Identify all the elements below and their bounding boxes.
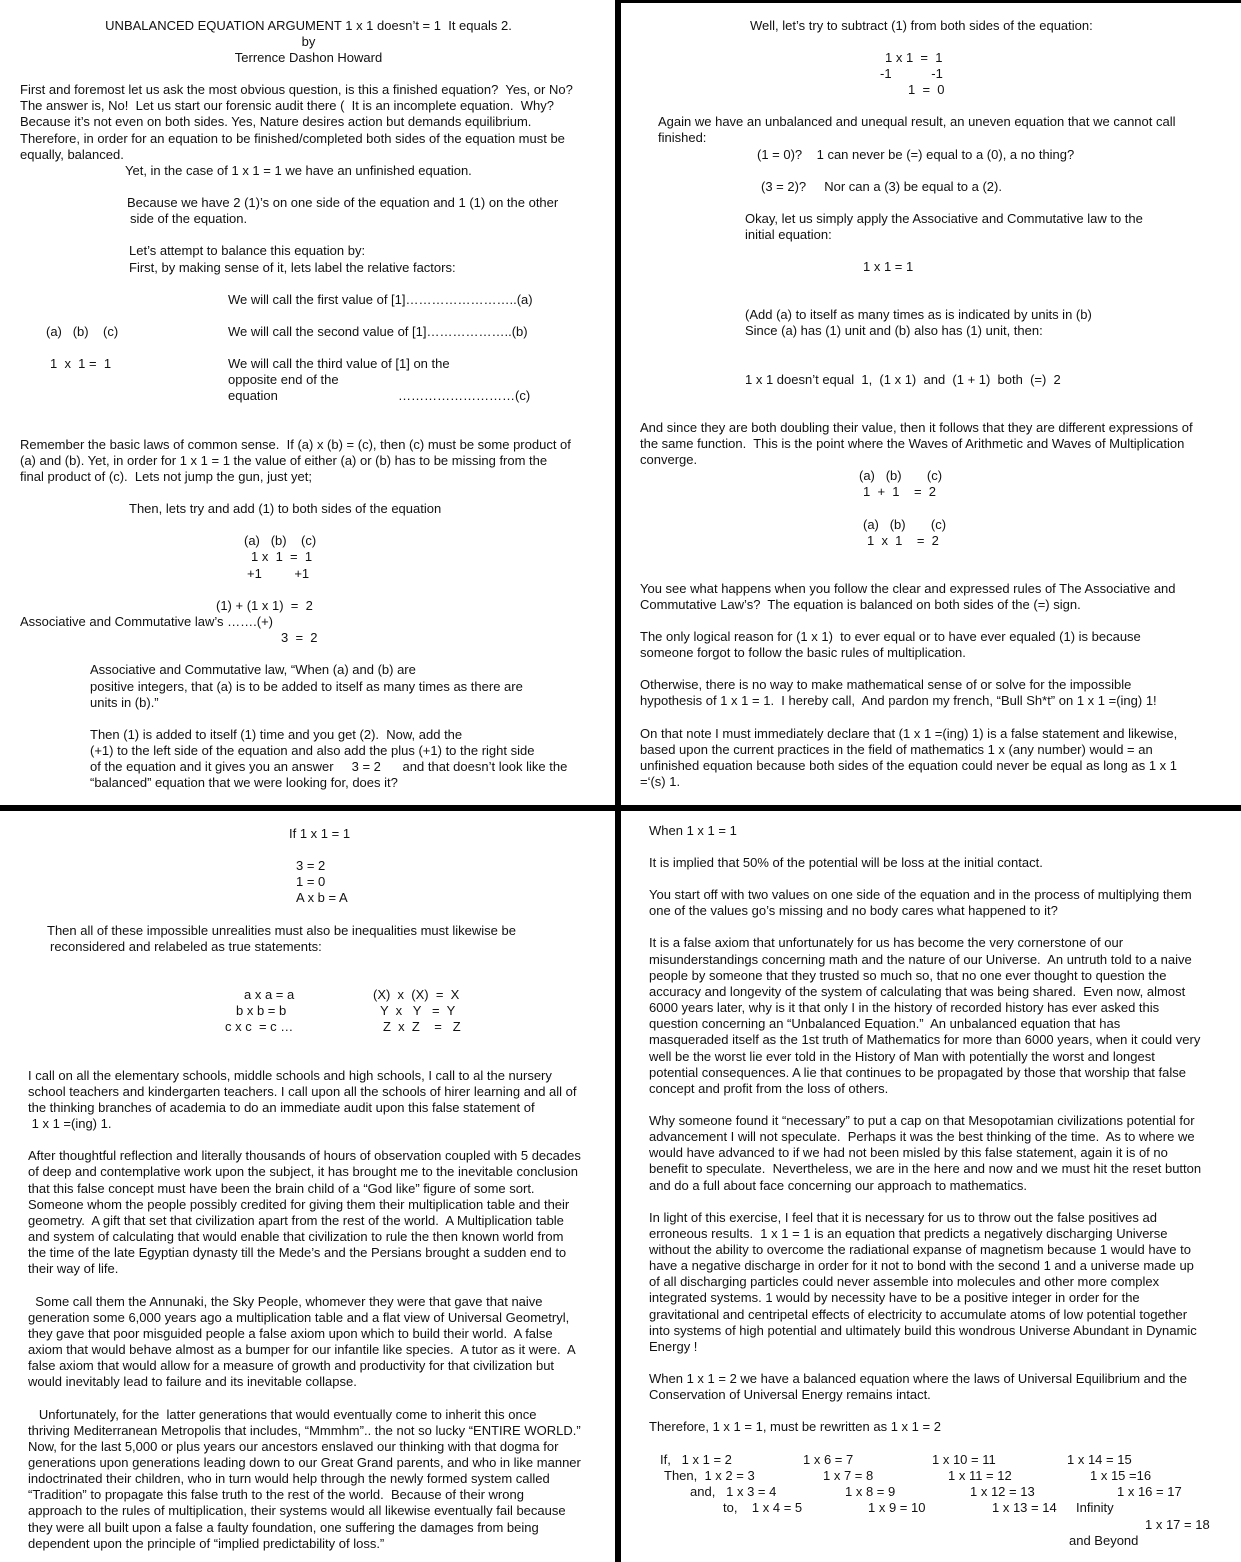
unfortunately-line: dependent upon the principle of “implied predictability of loss.” <box>28 1536 385 1551</box>
call-line: school teachers and kindergarten teachers. I call upon all the schools of hirer learning and all of <box>28 1084 577 1099</box>
false-axiom-line: potential consequences. A lie that continues to be propagated by those that worship that false <box>649 1065 1186 1080</box>
label-c: equation <box>228 388 278 403</box>
some-line: would inevitably lead to failure and its inevitable collapse. <box>28 1374 357 1389</box>
light-line: without the ability to overcome the radiational expanse of magnetism because 1 would have to <box>649 1242 1191 1257</box>
subtract-equation: 1 = 0 <box>908 82 945 97</box>
yet-line: Yet, in the case of 1 x 1 = 1 we have an unfinished equation. <box>125 163 472 178</box>
law-line: Associative and Commutative law, “When (a) and (b) are <box>90 662 416 677</box>
table-entry: Infinity <box>1076 1500 1114 1515</box>
then-all-line: reconsidered and relabeled as true statements: <box>50 939 322 954</box>
equation-line: (a) (b) (c) <box>244 533 317 548</box>
intro-line: Because it’s not even on both sides. Yes, Nature desires action but demands equilibrium. <box>20 114 532 129</box>
intro-line: The answer is, No! Let us start our forensic audit there ( It is an incomplete equation. Why? <box>20 98 554 113</box>
some-line: generation some 6,000 years ago a multiplication table and a flat view of Universal Geometryl, <box>28 1310 570 1325</box>
note-line: =‘(s) 1. <box>640 774 681 789</box>
light-line: have a negative discharge in order for it not to bond with the second 1 and a universe made up <box>649 1258 1194 1273</box>
initial-equation: 1 x 1 = 1 <box>863 259 914 274</box>
note-line: based upon the current practices in the field of mathematics 1 x (any number) would = an <box>640 742 1153 757</box>
false-axiom-line: It is a false axiom that unfortunately for us has become the very cornerstone of our <box>649 935 1124 950</box>
equation-line: (a) (b) (c) <box>859 468 943 483</box>
label-c: We will call the third value of [1] on the <box>228 356 450 371</box>
unfortunately-line: Unfortunately, for the latter generations that would eventually come to inherit this once <box>28 1407 537 1422</box>
false-axiom-line: question concerning an “Unbalanced Equation.” An unbalanced equation that has <box>649 1016 1121 1031</box>
table-entry: 1 x 15 =16 <box>1090 1468 1152 1483</box>
table-entry: 1 x 13 = 14 <box>992 1500 1057 1515</box>
label-c: ………………………(c) <box>398 388 531 403</box>
intro-line: Therefore, in order for an equation to be finished/completed both sides of the equation must be <box>20 131 565 146</box>
table-entry: 1 x 10 = 11 <box>932 1452 996 1467</box>
byline: by <box>301 34 316 49</box>
table-entry: 1 x 17 = 18 <box>1145 1517 1210 1532</box>
note-line: On that note I must immediately declare that (1 x 1 =(ing) 1) is a false statement and likewise, <box>640 726 1178 741</box>
label-b: We will call the second value of [1]………………..(b) <box>228 324 528 339</box>
label-c: opposite end of the <box>228 372 339 387</box>
top-right-border <box>621 0 1241 3</box>
after-line: their way of life. <box>28 1261 119 1276</box>
after-line: After thoughtful reflection and literally thousands of hours of observation coupled with 5 decades <box>28 1148 581 1163</box>
remember-line: Remember the basic laws of common sense. If (a) x (b) = (c), then (c) must be some product of <box>20 437 571 452</box>
start-line: You start off with two values on one side of the equation and in the process of multiplying them <box>649 887 1192 902</box>
okay-line: initial equation: <box>745 227 832 242</box>
since-line: converge. <box>640 452 698 467</box>
identity-equation: a x a = a <box>244 987 295 1002</box>
attempt-line: First, by making sense of it, lets label the relative factors: <box>129 260 456 275</box>
then-line: Then (1) is added to itself (1) time and you get (2). Now, add the <box>90 727 463 742</box>
light-line: gravitational and centripetal effects of electricity to accumulate atoms of low potential together <box>649 1307 1188 1322</box>
intro-line: First and foremost let us ask the most obvious question, is this a finished equation? Yes, or No? <box>20 82 573 97</box>
see-line: You see what happens when you follow the clear and expressed rules of The Associative and <box>640 581 1176 596</box>
assoc-label: Associative and Commutative law’s …….(+) <box>20 614 273 629</box>
if-equation: If 1 x 1 = 1 <box>289 826 351 841</box>
table-entry: to, 1 x 4 = 5 <box>723 1500 803 1515</box>
implied-line: It is implied that 50% of the potential will be loss at the initial contact. <box>649 855 1043 870</box>
light-line: erroneous results. 1 x 1 = 1 is an equation that predicts a negatively discharging Universe <box>649 1226 1168 1241</box>
document-title: UNBALANCED EQUATION ARGUMENT 1 x 1 doesn’t = 1 It equals 2. <box>105 18 512 33</box>
after-line: of deep and contemplative work upon the subject, it has brought me to the inevitable conclusion <box>28 1164 578 1179</box>
add-line: (Add (a) to itself as many times as is indicated by units in (b) <box>745 307 1092 322</box>
otherwise-line: Otherwise, there is no way to make mathematical sense of or solve for the impossible <box>640 677 1132 692</box>
equation-line: 3 = 2 <box>281 630 318 645</box>
why-line: would have advanced to if we had not been misled by this false statement, again it is of no <box>649 1145 1168 1160</box>
unfortunately-line: “Tradition” to propagate this false truth to the rest of the world. Because of their wrong <box>28 1487 524 1502</box>
remember-line: final product of (c). Lets not jump the gun, just yet; <box>20 469 312 484</box>
some-line: they gave that poor misguided people a false axiom upon which to build their world. A false <box>28 1326 553 1341</box>
when-line: When 1 x 1 = 1 <box>649 823 737 838</box>
equation-line: 1 x 1 = 2 <box>867 533 939 548</box>
since-line: the same function. This is the point where the Waves of Arithmetic and Waves of Multiplication <box>640 436 1185 451</box>
impossible-result: 3 = 2 <box>296 858 326 873</box>
why-line: advancement I will not speculate. Perhaps it was the best thinking of the time. As to where we <box>649 1129 1195 1144</box>
since-line: And since they are both doubling their value, then it follows that they are different expressions of <box>640 420 1193 435</box>
unfortunately-line: Now, for the last 5,000 or plus years our ancestors enslaved our thinking with that dogma for <box>28 1439 559 1454</box>
light-line: Energy ! <box>649 1339 698 1354</box>
false-axiom-line: people by someone that they trusted so much so, that no one ever thought to question the <box>649 968 1167 983</box>
subtract-equation: 1 x 1 = 1 <box>885 50 943 65</box>
therefore-line: Therefore, 1 x 1 = 1, must be rewritten as 1 x 1 = 2 <box>649 1419 941 1434</box>
then-add-line: Then, lets try and add (1) to both sides of the equation <box>129 501 442 516</box>
unfortunately-line: they were all built upon a false a faulty foundation, one suffering the damages from being <box>28 1520 539 1535</box>
light-line: In light of this exercise, I feel that it is necessary for us to throw out the false positives ad <box>649 1210 1157 1225</box>
impossible-result: 1 = 0 <box>296 874 326 889</box>
identity-equation: c x c = c … <box>225 1019 294 1034</box>
light-line: of all discharging particles could never assemble into molecules and other more complex <box>649 1274 1160 1289</box>
identity-equation: b x b = b <box>236 1003 287 1018</box>
false-axiom-line: concept and profit from the loss of others. <box>649 1081 889 1096</box>
only-line: The only logical reason for (1 x 1) to ever equal or to have ever equaled (1) is because <box>640 629 1141 644</box>
see-line: Commutative Law’s? The equation is balanced on both sides of the (=) sign. <box>640 597 1081 612</box>
when-balanced-line: When 1 x 1 = 2 we have a balanced equation where the laws of Universal Equilibrium and the <box>649 1371 1188 1386</box>
question-line: (3 = 2)? Nor can a (3) be equal to a (2). <box>761 179 1002 194</box>
why-line: and do a full about face concerning our approach to mathematics. <box>649 1178 1027 1193</box>
otherwise-line: hypothesis of 1 x 1 = 1. I hereby call, And pardon my french, “Bull Sh*t” on 1 x 1 =(ing) 1! <box>640 693 1157 708</box>
unfortunately-line: approach to the rules of multiplication, their systems would all likewise eventually fail because <box>28 1503 566 1518</box>
after-line: Someone whom the people possibly credited for giving them their multiplication table and their <box>28 1197 570 1212</box>
intro-line: equally, balanced. <box>20 147 124 162</box>
add-line: Since (a) has (1) unit and (b) also has (1) unit, then: <box>745 323 1043 338</box>
table-entry: 1 x 9 = 10 <box>868 1500 926 1515</box>
start-line: one of the values go’s missing and no body cares what happened to it? <box>649 903 1058 918</box>
after-line: the time of the late Egyptian dynasty till the Mede’s and the Persians brought a sudden end to <box>28 1245 567 1260</box>
because-line: Because we have 2 (1)’s on one side of the equation and 1 (1) on the other <box>127 195 559 210</box>
after-line: and system of calculating that would enable that civilization to rule the then known world from <box>28 1229 564 1244</box>
only-line: someone forgot to follow the basic rules of multiplication. <box>640 645 966 660</box>
attempt-line: Let’s attempt to balance this equation by: <box>129 243 366 258</box>
call-line: I call on all the elementary schools, middle schools and high schools, I call to al the nursery <box>28 1068 552 1083</box>
author: Terrence Dashon Howard <box>234 50 383 65</box>
subtract-intro: Well, let’s try to subtract (1) from both sides of the equation: <box>750 18 1093 33</box>
table-entry: 1 x 6 = 7 <box>803 1452 854 1467</box>
label-a: We will call the first value of [1]……………………..(a) <box>228 292 533 307</box>
unfortunately-line: generations upon generations leading down to our Great Grand parents, and who in like manner <box>28 1455 581 1470</box>
doesnt-equal-line: 1 x 1 doesn’t equal 1, (1 x 1) and (1 + 1) both (=) 2 <box>745 372 1061 387</box>
table-entry: 1 x 14 = 15 <box>1067 1452 1132 1467</box>
equation-small: 1 x 1 = 1 <box>50 356 112 371</box>
after-line: geometry. A gift that set that civilization apart from the rest of the world. A Multiplication table <box>28 1213 564 1228</box>
then-line: of the equation and it gives you an answer 3 = 2 and that doesn’t look like the <box>90 759 568 774</box>
then-all-line: Then all of these impossible unrealities must also be inequalities must likewise be <box>47 923 516 938</box>
vertical-divider <box>615 0 621 1562</box>
some-line: Some call them the Annunaki, the Sky People, whomever they were that gave that naive <box>28 1294 543 1309</box>
horizontal-divider <box>0 805 1241 811</box>
table-entry: 1 x 8 = 9 <box>845 1484 896 1499</box>
why-line: benefit to speculate. Nevertheless, we are in the here and now and we must hit the reset button <box>649 1161 1202 1176</box>
table-entry: If, 1 x 1 = 2 <box>660 1452 732 1467</box>
note-line: unfinished equation because both sides of the equation could never be equal as long as 1 x 1 <box>640 758 1178 773</box>
false-axiom-line: well be the worst lie ever told in the History of Man with potentially the worst and longest <box>649 1049 1155 1064</box>
false-axiom-line: misunderstandings concerning math and the nature of our Universe. An untruth told to a naive <box>649 952 1192 967</box>
after-line: that this false concept must have been the brain child of a “God like” figure of some sort. <box>28 1181 535 1196</box>
light-line: integrated systems. 1 would by necessity have to be a positive integer in order for the <box>649 1290 1140 1305</box>
again-line: finished: <box>658 130 707 145</box>
impossible-result: A x b = A <box>296 890 348 905</box>
table-entry: 1 x 7 = 8 <box>823 1468 874 1483</box>
subtract-equation: -1 -1 <box>880 66 943 81</box>
factor-letters: (a) (b) (c) <box>46 324 119 339</box>
table-entry: Then, 1 x 2 = 3 <box>664 1468 755 1483</box>
law-line: positive integers, that (a) is to be added to itself as many times as there are <box>90 679 523 694</box>
equation-line: (a) (b) (c) <box>863 517 947 532</box>
table-entry: 1 x 11 = 12 <box>948 1468 1012 1483</box>
false-axiom-line: 6000 years later, why is it that only I in the history of recorded history has ever asked this <box>649 1000 1160 1015</box>
call-line: the thinking branches of academia to do an immediate audit upon this false statement of <box>28 1100 535 1115</box>
because-line: side of the equation. <box>130 211 248 226</box>
when-balanced-line: Conservation of Universal Energy remains intact. <box>649 1387 931 1402</box>
identity-equation: Y x Y = Y <box>380 1003 456 1018</box>
again-line: Again we have an unbalanced and unequal result, an uneven equation that we cannot call <box>658 114 1176 129</box>
then-line: “balanced” equation that we were looking for, does it? <box>90 775 398 790</box>
unfortunately-line: thriving Mediterranean Metropolis that includes, “Mmmhm”.. the not so lucky “ENTIRE WORLD.” <box>28 1423 581 1438</box>
call-line: 1 x 1 =(ing) 1. <box>28 1116 112 1131</box>
identity-equation: Z x Z = Z <box>383 1019 461 1034</box>
equation-line: +1 +1 <box>247 566 310 581</box>
equation-line: (1) + (1 x 1) = 2 <box>216 598 313 613</box>
false-axiom-line: masqueraded itself as the 1st truth of Mathematics for more than 6000 years, when it could very <box>649 1032 1201 1047</box>
table-entry: and, 1 x 3 = 4 <box>690 1484 777 1499</box>
some-line: false axiom that would allow for a measure of growth and productivity for that civilization but <box>28 1358 555 1373</box>
question-line: (1 = 0)? 1 can never be (=) equal to a (0), a no thing? <box>757 147 1075 162</box>
false-axiom-line: accuracy and longevity of the system of calculating that was being shared. Even now, almost <box>649 984 1186 999</box>
light-line: into systems of high potential and ultimately build this wondrous Universe Abundant in Dynamic <box>649 1323 1197 1338</box>
then-line: (+1) to the left side of the equation and also add the plus (+1) to the right side <box>90 743 535 758</box>
table-entry: 1 x 12 = 13 <box>970 1484 1035 1499</box>
why-line: Why someone found it “necessary” to put a cap on that Mesopotamian civilizations potential for <box>649 1113 1195 1128</box>
unfortunately-line: indoctrinated their children, who in turn would help through the newly formed system called <box>28 1471 550 1486</box>
law-line: units in (b).” <box>90 695 159 710</box>
some-line: axiom that would behave almost as a bumper for our infantile like species. A tutor as it were. A <box>28 1342 576 1357</box>
identity-equation: (X) x (X) = X <box>373 987 460 1002</box>
okay-line: Okay, let us simply apply the Associative and Commutative law to the <box>745 211 1143 226</box>
equation-line: 1 x 1 = 1 <box>251 549 313 564</box>
remember-line: (a) and (b). Yet, in order for 1 x 1 = 1 the value of either (a) or (b) has to be missing from the <box>20 453 548 468</box>
table-entry: and Beyond <box>1069 1533 1139 1548</box>
equation-line: 1 + 1 = 2 <box>863 484 936 499</box>
table-entry: 1 x 16 = 17 <box>1117 1484 1182 1499</box>
